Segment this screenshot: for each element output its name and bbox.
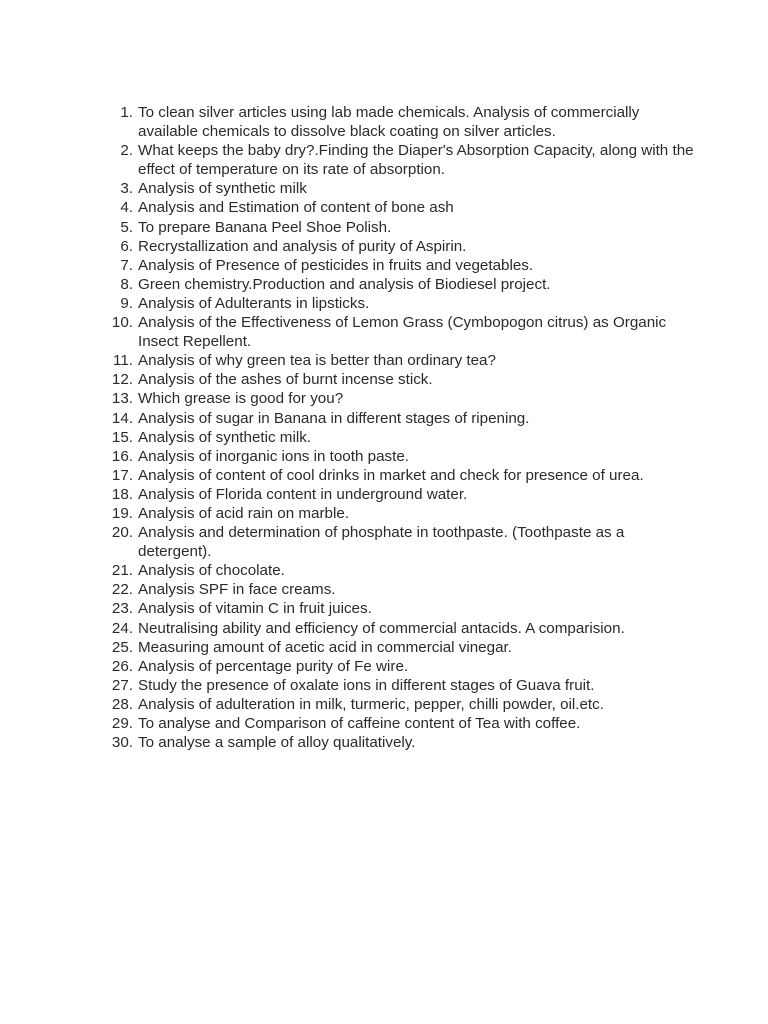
item-text: To prepare Banana Peel Shoe Polish. — [138, 218, 392, 236]
list-item — [0, 561, 700, 580]
item-text: Analysis of adulteration in milk, turmeric, pepper, chilli powder, oil.etc. — [138, 695, 604, 713]
project-list — [0, 103, 700, 752]
item-text: Analysis of chocolate. — [138, 562, 285, 580]
list-item — [0, 179, 700, 198]
list-item — [0, 389, 700, 408]
item-number: 12. — [111, 371, 133, 389]
item-text: Green chemistry.Production and analysis of Biodiesel project. — [138, 275, 551, 293]
item-number: 20. — [111, 524, 133, 542]
list-item — [0, 351, 700, 370]
item-text: Analysis of synthetic milk. — [138, 428, 312, 446]
item-text: To clean silver articles using lab made chemicals. Analysis of commercially available chemicals to dissolve black coating on silver articles. — [138, 104, 640, 141]
list-item — [0, 485, 700, 504]
list-item — [0, 275, 700, 294]
list-item — [0, 256, 700, 275]
item-number: 8. — [120, 275, 133, 293]
item-text: Analysis and determination of phosphate in toothpaste. (Toothpaste as a detergent). — [138, 524, 625, 561]
list-item — [0, 428, 700, 447]
list-item — [0, 504, 700, 523]
item-number: 19. — [111, 504, 133, 522]
item-number: 24. — [111, 619, 133, 637]
item-number: 4. — [120, 199, 133, 217]
list-item — [0, 141, 700, 179]
item-number: 2. — [120, 142, 133, 160]
item-text: Analysis of percentage purity of Fe wire. — [138, 657, 409, 675]
item-number: 22. — [111, 581, 133, 599]
item-number: 10. — [111, 314, 133, 332]
list-item — [0, 409, 700, 428]
item-text: Analysis of Adulterants in lipsticks. — [138, 294, 370, 312]
item-number: 18. — [111, 485, 133, 503]
item-number: 25. — [111, 638, 133, 656]
item-number: 15. — [111, 428, 133, 446]
list-item — [0, 657, 700, 676]
list-item — [0, 103, 700, 141]
item-number: 6. — [120, 237, 133, 255]
item-number: 23. — [111, 600, 133, 618]
item-number: 17. — [111, 466, 133, 484]
item-number: 26. — [111, 657, 133, 675]
item-text: Analysis of inorganic ions in tooth paste. — [138, 447, 410, 465]
list-item — [0, 599, 700, 618]
item-text: To analyse and Comparison of caffeine content of Tea with coffee. — [138, 715, 581, 732]
list-item — [0, 638, 700, 657]
item-text: Analysis of synthetic milk — [138, 180, 307, 198]
item-text: Measuring amount of acetic acid in commercial vinegar. — [138, 638, 512, 656]
item-text: Recrystallization and analysis of purity of Aspirin. — [138, 237, 467, 255]
item-text: Analysis of acid rain on marble. — [138, 504, 350, 522]
item-number: 29. — [111, 715, 133, 732]
list-item — [0, 313, 700, 351]
item-text: To analyse a sample of alloy qualitatively. — [138, 734, 416, 752]
item-text: Neutralising ability and efficiency of commercial antacids. A comparision. — [138, 619, 625, 637]
list-item — [0, 695, 700, 714]
item-number: 11. — [113, 352, 133, 370]
item-text: Analysis of Presence of pesticides in fruits and vegetables. — [138, 256, 534, 274]
item-text: Analysis of vitamin C in fruit juices. — [138, 600, 372, 618]
list-item — [0, 619, 700, 638]
list-item — [0, 198, 700, 217]
item-number: 16. — [111, 447, 133, 465]
item-number: 9. — [120, 294, 133, 312]
list-item — [0, 676, 700, 695]
item-text: Which grease is good for you? — [138, 390, 344, 408]
item-text: Analysis of Florida content in underground water. — [138, 485, 468, 503]
list-item — [0, 294, 700, 313]
item-text: Analysis and Estimation of content of bone ash — [138, 199, 454, 217]
list-item — [0, 714, 700, 733]
list-item — [0, 733, 700, 752]
list-item — [0, 466, 700, 485]
item-text: Analysis of the Effectiveness of Lemon Grass (Cymbopogon citrus) as Organic Insect Repellent. — [138, 314, 667, 351]
item-text: Study the presence of oxalate ions in different stages of Guava fruit. — [138, 676, 595, 694]
item-number: 1. — [120, 104, 133, 121]
item-number: 7. — [120, 256, 133, 274]
item-number: 14. — [111, 409, 133, 427]
list-item — [0, 218, 700, 237]
list-item — [0, 237, 700, 256]
item-text: Analysis of the ashes of burnt incense stick. — [138, 371, 433, 389]
item-number: 30. — [111, 734, 133, 752]
item-number: 13. — [111, 390, 133, 408]
list-item — [0, 370, 700, 389]
list-item — [0, 523, 700, 561]
item-number: 21. — [111, 562, 133, 580]
item-number: 27. — [111, 676, 133, 694]
item-number: 3. — [120, 180, 133, 198]
item-text: Analysis SPF in face creams. — [138, 581, 336, 599]
list-item — [0, 580, 700, 599]
item-number: 28. — [111, 695, 133, 713]
item-number: 5. — [120, 218, 133, 236]
item-text: Analysis of content of cool drinks in market and check for presence of urea. — [138, 466, 644, 484]
item-text: What keeps the baby dry?.Finding the Diaper's Absorption Capacity, along with the effect of temperature on its rate of absorption. — [138, 142, 694, 179]
item-text: Analysis of sugar in Banana in different stages of ripening. — [138, 409, 530, 427]
item-text: Analysis of why green tea is better than ordinary tea? — [138, 352, 496, 370]
list-item — [0, 447, 700, 466]
